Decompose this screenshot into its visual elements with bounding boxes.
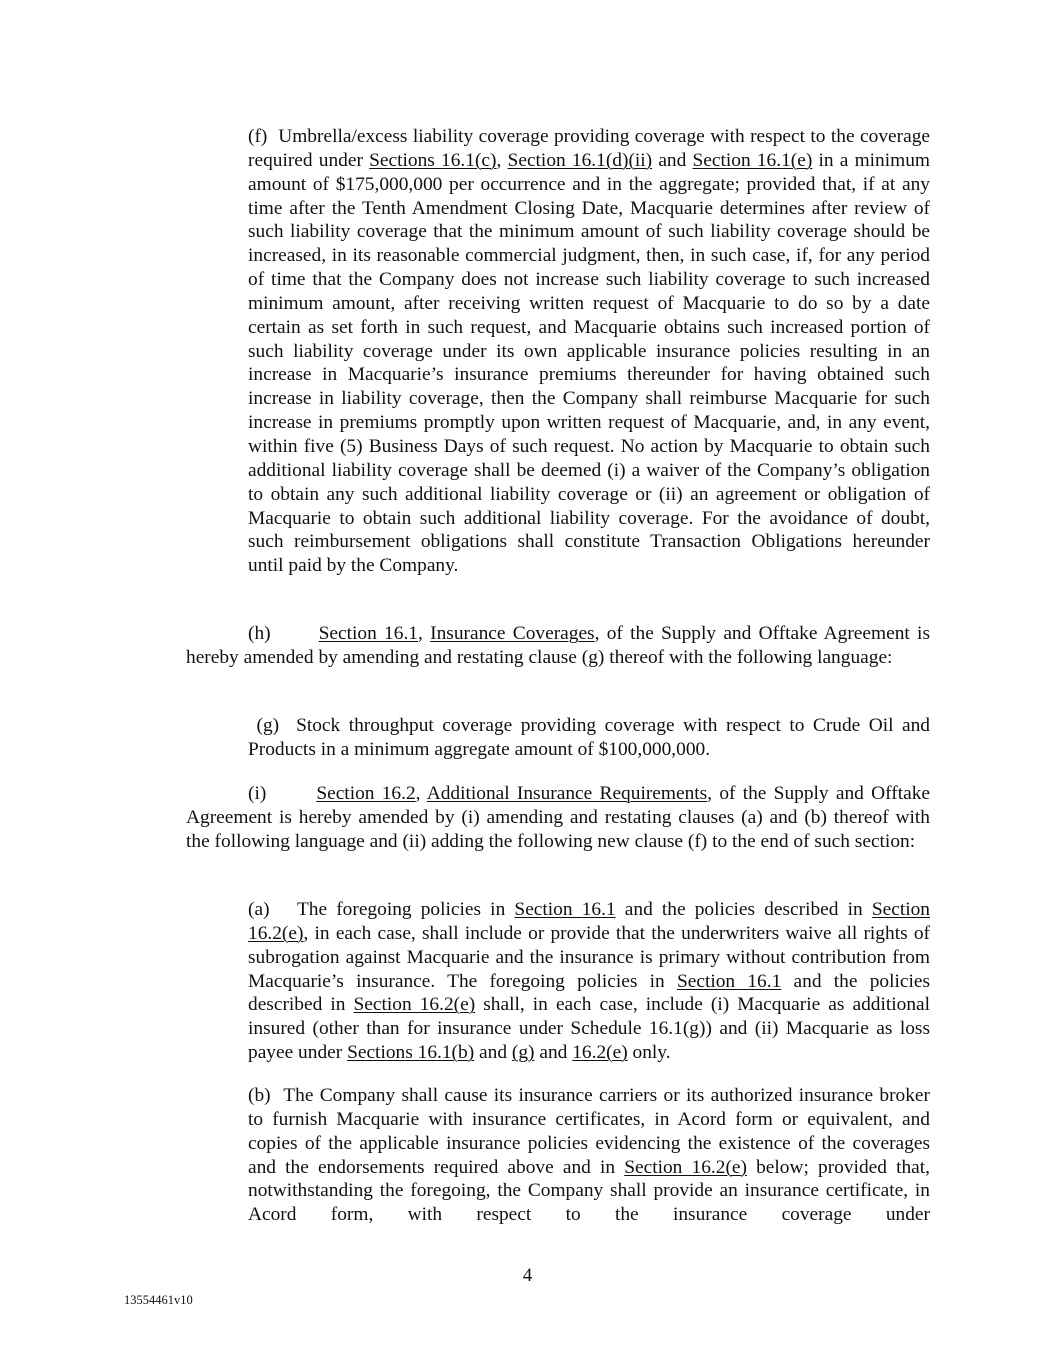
section-reference: Section 16.2(e) xyxy=(248,899,930,944)
clause-text: and xyxy=(534,1042,573,1064)
clause-text: , xyxy=(415,783,427,804)
clause-g-quoted-paragraph xyxy=(248,714,930,762)
section-reference: (g) xyxy=(511,1042,535,1064)
section-title-reference: Additional Insurance Requirements xyxy=(426,783,708,804)
clause-h-paragraph xyxy=(186,622,930,670)
clause-text: , xyxy=(418,623,431,644)
clause-text: and the policies described in xyxy=(615,899,872,920)
section-reference: Section 16.1 xyxy=(318,623,418,644)
clause-text: , of the Supply and Offtake Agreement is hereby amended by amending and restating clause (g) thereof with the following language: xyxy=(186,623,930,668)
section-title-reference: Insurance Coverages xyxy=(430,623,595,644)
clause-text: Stock throughput coverage providing coverage with respect to Crude Oil and Products in a minimum aggregate amount of $100,000,000. xyxy=(248,715,930,760)
clause-label: (b) xyxy=(248,1085,271,1106)
clause-text: , of the Supply and Offtake Agreement is hereby amended by (i) amending and restating clauses (a) and (b) thereof with the following language and (ii) adding the following new clause (f) to the end of such section: xyxy=(186,783,930,852)
clause-text: only. xyxy=(627,1042,671,1064)
clause-f-paragraph xyxy=(248,125,930,578)
section-reference: Section 16.1(e) xyxy=(692,149,813,171)
section-reference: Section 16.2(e) xyxy=(353,994,476,1016)
page-number: 4 xyxy=(522,1265,533,1286)
clause-text: , in each case, shall include or provide that the underwriters waive all rights of subrogation against Macquarie and the insurance is primary without contribution from Macquarie’s insurance. The foregoing policies in xyxy=(248,922,930,992)
clause-label: (i) xyxy=(248,783,267,804)
clause-text: shall, in each case, include (i) Macquarie as additional insured (other than for insurance under Schedule 16.1(g)) and (ii) Macquarie as loss payee under xyxy=(248,994,931,1064)
section-reference: Section 16.1 xyxy=(676,970,782,992)
clause-text: Umbrella/excess liability coverage providing coverage with respect to the coverage required under xyxy=(248,126,930,171)
clause-a-quoted-paragraph xyxy=(248,898,930,1065)
clause-text: and xyxy=(474,1042,512,1064)
clause-label: (f) xyxy=(248,126,268,147)
clause-label: (a) xyxy=(248,899,270,920)
clause-text: below; provided that, notwithstanding the foregoing, the Company shall provide an insurance certificate, in Acord form, with respect to the insurance coverage under xyxy=(248,1156,930,1226)
clause-text: , xyxy=(496,149,508,171)
section-reference: Section 16.2(e) xyxy=(624,1156,747,1178)
clause-text: and xyxy=(652,149,693,171)
clause-b-quoted-paragraph xyxy=(248,1084,930,1227)
section-reference: Sections 16.1(c) xyxy=(369,149,497,171)
section-reference: Sections 16.1(b) xyxy=(347,1042,475,1064)
clause-label: (g) xyxy=(256,715,280,736)
section-reference: Section 16.1(d)(ii) xyxy=(507,149,653,171)
clause-text: The foregoing policies in xyxy=(296,899,515,920)
clause-text: in a minimum amount of $175,000,000 per occurrence and in the aggregate; provided that, if at any time after the Tenth Amendment Closing Date, Macquarie determines after review of such liability coverage that the minimum amount of such liability coverage should be increased, in its reasonable commercial judgment, then, in such case, if, for any period of time that the Company does not increase such liability coverage to such increased minimum amount, after receiving written request of Macquarie to do so by a date certain as set forth in such request, and Macquarie obtains such increased portion of such liability coverage under its own applicable insurance policies resulting in an increase in Macquarie’s insurance premiums thereunder for having obtained such increase in liability coverage, then the Company shall reimburse Macquarie for such increase in premiums promptly upon written request of Macquarie, and, in any event, within five (5) Business Days of such request. No action by Macquarie to obtain such additional liability coverage shall be deemed (i) a waiver of the Company’s obligation to obtain any such additional liability coverage or (ii) an agreement or obligation of Macquarie to obtain such additional liability coverage. For the avoidance of doubt, such reimbursement obligations shall constitute Transaction Obligations hereunder until paid by the Company. xyxy=(248,149,930,577)
section-reference: Section 16.2 xyxy=(316,783,416,804)
clause-label: (h) xyxy=(248,623,271,644)
clause-text: The Company shall cause its insurance carriers or its authorized insurance broker to furnish Macquarie with insurance certificates, in Acord form or equivalent, and copies of the applicable insurance policies evidencing the existence of the coverages and the endorsements required above and in xyxy=(248,1085,930,1178)
document-id: 13554461v10 xyxy=(124,1293,193,1307)
section-reference: Section 16.1 xyxy=(514,899,616,920)
clause-i-paragraph xyxy=(186,782,930,854)
section-reference: 16.2(e) xyxy=(572,1042,628,1064)
clause-text: and the policies described in xyxy=(248,970,931,1016)
